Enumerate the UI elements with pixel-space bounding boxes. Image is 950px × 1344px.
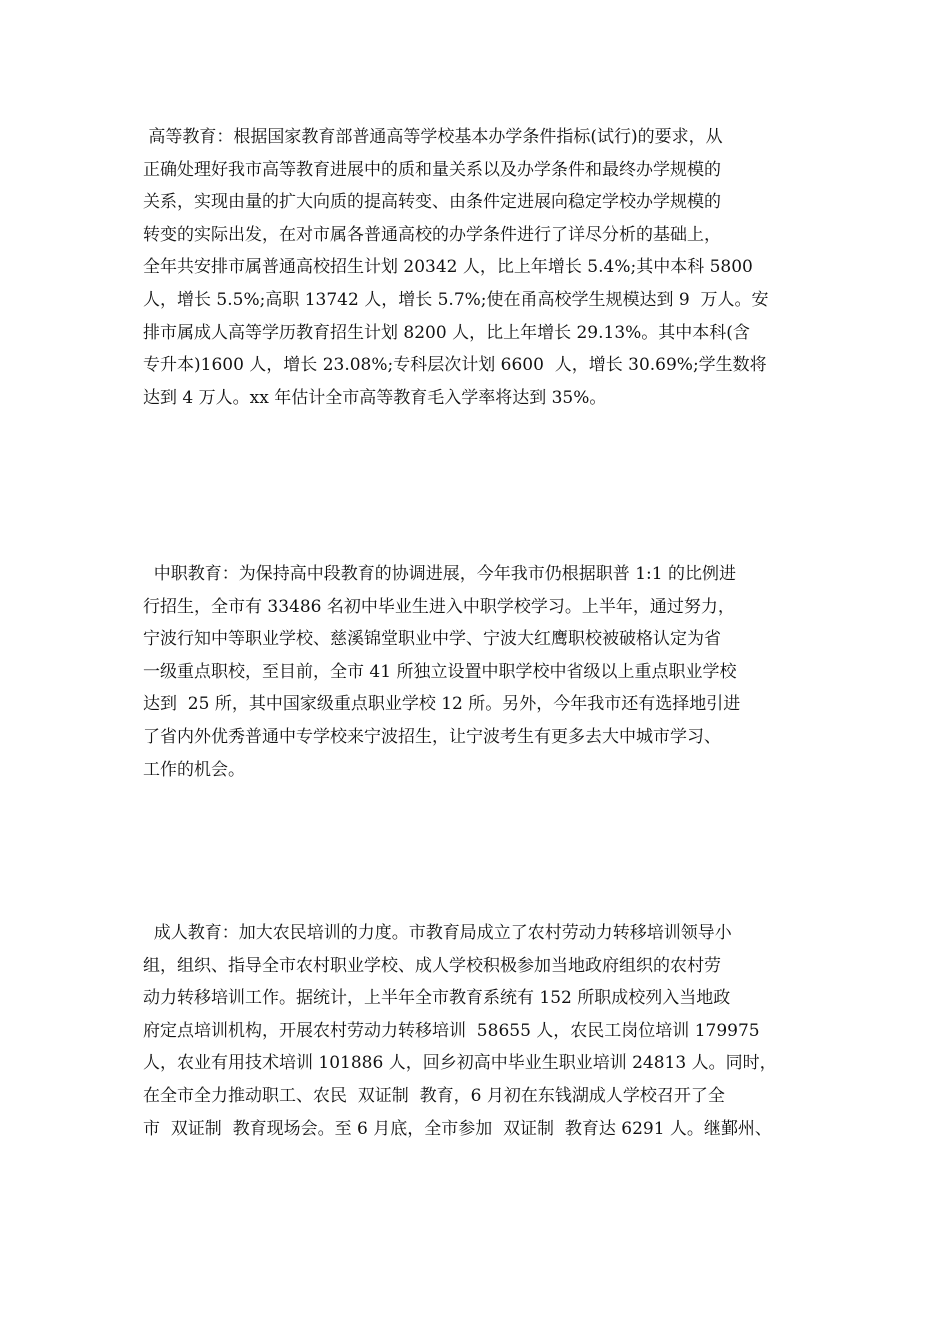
paragraph-line: 人，农业有用技术培训 101886 人，回乡初高中毕业生职业培训 24813 人。同时， xyxy=(143,1053,777,1074)
paragraph-line: 行招生，全市有 33486 名初中毕业生进入中职学校学习。上半年，通过努力， xyxy=(143,596,735,617)
paragraph-adult-education xyxy=(143,917,843,1145)
paragraph-line: 转变的实际出发，在对市属各普通高校的办学条件进行了详尽分析的基础上， xyxy=(143,224,721,245)
paragraph-line: 正确处理好我市高等教育进展中的质和量关系以及办学条件和最终办学规模的 xyxy=(143,159,721,180)
paragraph-line: 宁波行知中等职业学校、慈溪锦堂职业中学、宁波大红鹰职校被破格认定为省 xyxy=(143,629,721,650)
paragraph-line: 成人教育：加大农民培训的力度。市教育局成立了农村劳动力转移培训领导小 xyxy=(143,923,732,943)
paragraph-line: 一级重点职校，至目前，全市 41 所独立设置中职学校中省级以上重点职业学校 xyxy=(143,661,737,682)
paragraph-line: 排市属成人高等学历教育招生计划 8200 人，比上年增长 29.13%。其中本科(含 xyxy=(143,322,750,343)
paragraph-line: 府定点培训机构，开展农村劳动力转移培训 58655 人，农民工岗位培训 179975 xyxy=(143,1020,760,1041)
paragraph-line: 市 双证制 教育现场会。至 6 月底，全市参加 双证制 教育达 6291 人。继鄞州、 xyxy=(143,1118,772,1139)
paragraph-line: 工作的机会。 xyxy=(143,759,245,780)
paragraph-line: 组，组织、指导全市农村职业学校、成人学校积极参加当地政府组织的农村劳 xyxy=(143,955,721,976)
paragraph-line: 在全市全力推动职工、农民 双证制 教育，6 月初在东钱湖成人学校召开了全 xyxy=(143,1085,725,1106)
paragraph-line: 动力转移培训工作。据统计，上半年全市教育系统有 152 所职成校列入当地政 xyxy=(143,988,731,1009)
paragraph-line: 达到 25 所，其中国家级重点职业学校 12 所。另外，今年我市还有选择地引进 xyxy=(143,694,741,715)
paragraph-line: 全年共安排市属普通高校招生计划 20342 人，比上年增长 5.4%;其中本科 5800 xyxy=(143,257,753,278)
paragraph-line: 高等教育：根据国家教育部普通高等学校基本办学条件指标(试行)的要求，从 xyxy=(143,127,723,147)
paragraph-vocational-education xyxy=(143,558,843,786)
paragraph-line: 中职教育：为保持高中段教育的协调进展，今年我市仍根据职普 1:1 的比例进 xyxy=(143,564,736,584)
paragraph-higher-education xyxy=(143,121,843,414)
paragraph-line: 关系，实现由量的扩大向质的提高转变、由条件定进展向稳定学校办学规模的 xyxy=(143,192,721,213)
paragraph-line: 专升本)1600 人，增长 23.08%;专科层次计划 6600 人，增长 30.69%;学生数将 xyxy=(143,355,767,376)
paragraph-line: 人，增长 5.5%;高职 13742 人，增长 5.7%;使在甬高校学生规模达到 9 万人。安 xyxy=(143,289,769,310)
paragraph-line: 了省内外优秀普通中专学校来宁波招生，让宁波考生有更多去大中城市学习、 xyxy=(143,726,721,747)
paragraph-line: 达到 4 万人。xx 年估计全市高等教育毛入学率将达到 35%。 xyxy=(143,387,607,408)
